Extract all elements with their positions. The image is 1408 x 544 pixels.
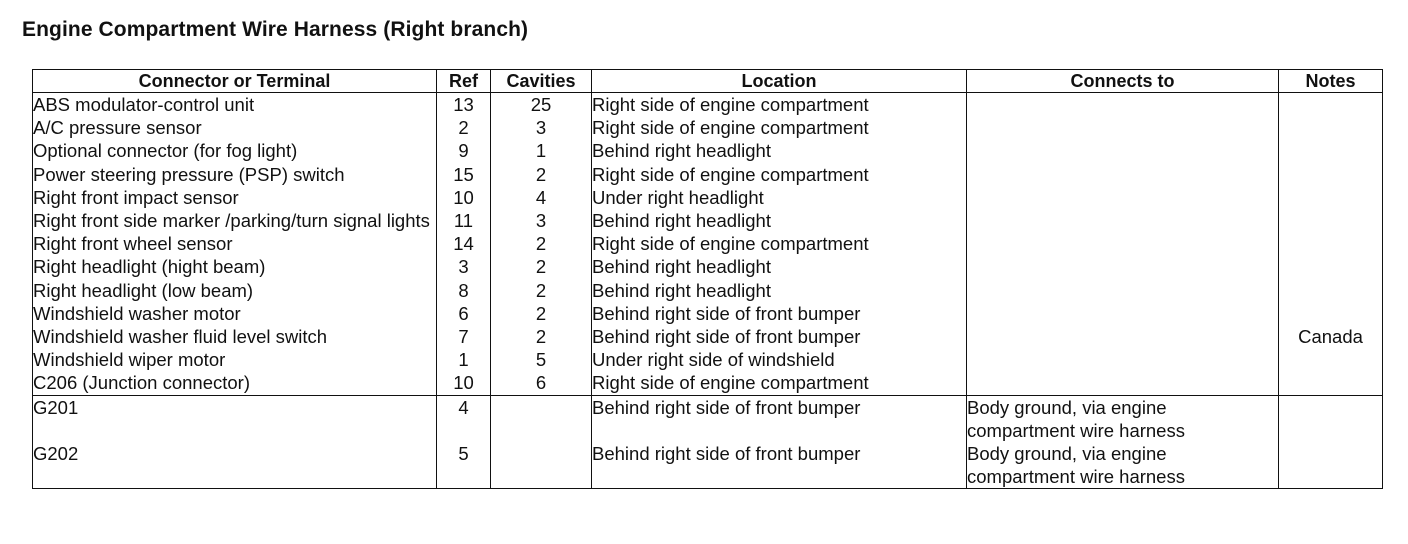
- page-title: Engine Compartment Wire Harness (Right branch): [22, 18, 529, 41]
- table-row: [33, 442, 1383, 489]
- cavities-cell: 5: [491, 348, 592, 371]
- table-row: [33, 139, 1383, 162]
- connects-to-cell: [967, 139, 1279, 162]
- connects-to-cell: [967, 209, 1279, 232]
- connects-to-cell: [967, 302, 1279, 325]
- cavities-cell: 3: [491, 209, 592, 232]
- table-row: [33, 325, 1383, 348]
- connector-cell: Windshield washer fluid level switch: [33, 325, 437, 348]
- connects-to-cell: [967, 279, 1279, 302]
- table-row: [33, 395, 1383, 442]
- notes-cell: [1279, 395, 1383, 442]
- location-cell: Behind right side of front bumper: [592, 302, 967, 325]
- ref-cell: 2: [437, 116, 491, 139]
- notes-cell: [1279, 186, 1383, 209]
- cavities-cell: 4: [491, 186, 592, 209]
- connector-cell: G201: [33, 395, 437, 442]
- column-header-location: Location: [592, 70, 967, 93]
- table-row: [33, 302, 1383, 325]
- ref-cell: 3: [437, 255, 491, 278]
- location-cell: Behind right headlight: [592, 279, 967, 302]
- notes-cell: [1279, 232, 1383, 255]
- location-cell: Right side of engine compartment: [592, 93, 967, 117]
- connects-to-cell: [967, 93, 1279, 117]
- ref-cell: 5: [437, 442, 491, 489]
- connects-to-cell: [967, 232, 1279, 255]
- table-row: [33, 232, 1383, 255]
- location-cell: Behind right headlight: [592, 209, 967, 232]
- table-row: [33, 186, 1383, 209]
- table-row: [33, 93, 1383, 117]
- cavities-cell: 1: [491, 139, 592, 162]
- connector-cell: Right front side marker /parking/turn signal lights: [33, 209, 437, 232]
- notes-cell: [1279, 279, 1383, 302]
- connects-to-cell: [967, 348, 1279, 371]
- cavities-cell: 2: [491, 279, 592, 302]
- connects-to-cell: Body ground, via engine compartment wire harness: [967, 395, 1279, 442]
- cavities-cell: [491, 442, 592, 489]
- cavities-cell: 2: [491, 232, 592, 255]
- connector-cell: Right headlight (low beam): [33, 279, 437, 302]
- connector-cell: Power steering pressure (PSP) switch: [33, 163, 437, 186]
- ref-cell: 15: [437, 163, 491, 186]
- table-row: [33, 163, 1383, 186]
- cavities-cell: 6: [491, 371, 592, 395]
- location-cell: Behind right headlight: [592, 255, 967, 278]
- connects-to-cell: [967, 163, 1279, 186]
- table-row: [33, 348, 1383, 371]
- ref-cell: 6: [437, 302, 491, 325]
- location-cell: Under right headlight: [592, 186, 967, 209]
- connector-cell: ABS modulator-control unit: [33, 93, 437, 117]
- connector-cell: Windshield wiper motor: [33, 348, 437, 371]
- ref-cell: 4: [437, 395, 491, 442]
- ref-cell: 7: [437, 325, 491, 348]
- ref-cell: 14: [437, 232, 491, 255]
- location-cell: Behind right side of front bumper: [592, 395, 967, 442]
- cavities-cell: 2: [491, 255, 592, 278]
- notes-cell: [1279, 302, 1383, 325]
- connects-to-cell: [967, 116, 1279, 139]
- notes-cell: [1279, 93, 1383, 117]
- notes-cell: [1279, 163, 1383, 186]
- table-row: [33, 116, 1383, 139]
- connector-cell: Right headlight (hight beam): [33, 255, 437, 278]
- notes-cell: [1279, 139, 1383, 162]
- location-cell: Right side of engine compartment: [592, 116, 967, 139]
- cavities-cell: 25: [491, 93, 592, 117]
- table-header-row: [33, 70, 1383, 93]
- location-cell: Right side of engine compartment: [592, 371, 967, 395]
- connector-cell: Optional connector (for fog light): [33, 139, 437, 162]
- connects-to-cell: [967, 325, 1279, 348]
- connects-to-cell: Body ground, via engine compartment wire harness: [967, 442, 1279, 489]
- connector-cell: A/C pressure sensor: [33, 116, 437, 139]
- cavities-cell: 3: [491, 116, 592, 139]
- column-header-notes: Notes: [1279, 70, 1383, 93]
- cavities-cell: 2: [491, 163, 592, 186]
- connects-to-cell: [967, 371, 1279, 395]
- table-row: [33, 209, 1383, 232]
- connects-to-cell: [967, 255, 1279, 278]
- connector-cell: Right front impact sensor: [33, 186, 437, 209]
- cavities-cell: [491, 395, 592, 442]
- notes-cell: [1279, 209, 1383, 232]
- connector-cell: Right front wheel sensor: [33, 232, 437, 255]
- table-row: [33, 255, 1383, 278]
- connector-cell: G202: [33, 442, 437, 489]
- location-cell: Under right side of windshield: [592, 348, 967, 371]
- location-cell: Right side of engine compartment: [592, 163, 967, 186]
- cavities-cell: 2: [491, 302, 592, 325]
- notes-cell: [1279, 371, 1383, 395]
- column-header-connects-to: Connects to: [967, 70, 1279, 93]
- notes-cell: [1279, 255, 1383, 278]
- column-header-cavities: Cavities: [491, 70, 592, 93]
- ref-cell: 10: [437, 186, 491, 209]
- ref-cell: 8: [437, 279, 491, 302]
- ref-cell: 11: [437, 209, 491, 232]
- location-cell: Behind right side of front bumper: [592, 442, 967, 489]
- column-header-connector: Connector or Terminal: [33, 70, 437, 93]
- ref-cell: 13: [437, 93, 491, 117]
- table-row: [33, 371, 1383, 395]
- notes-cell: [1279, 348, 1383, 371]
- location-cell: Behind right side of front bumper: [592, 325, 967, 348]
- location-cell: Behind right headlight: [592, 139, 967, 162]
- table-row: [33, 279, 1383, 302]
- column-header-ref: Ref: [437, 70, 491, 93]
- notes-cell: [1279, 116, 1383, 139]
- location-cell: Right side of engine compartment: [592, 232, 967, 255]
- notes-cell: Canada: [1279, 325, 1383, 348]
- ref-cell: 1: [437, 348, 491, 371]
- harness-table: [32, 69, 1383, 489]
- connector-cell: Windshield washer motor: [33, 302, 437, 325]
- ref-cell: 9: [437, 139, 491, 162]
- cavities-cell: 2: [491, 325, 592, 348]
- ref-cell: 10: [437, 371, 491, 395]
- notes-cell: [1279, 442, 1383, 489]
- connects-to-cell: [967, 186, 1279, 209]
- connector-cell: C206 (Junction connector): [33, 371, 437, 395]
